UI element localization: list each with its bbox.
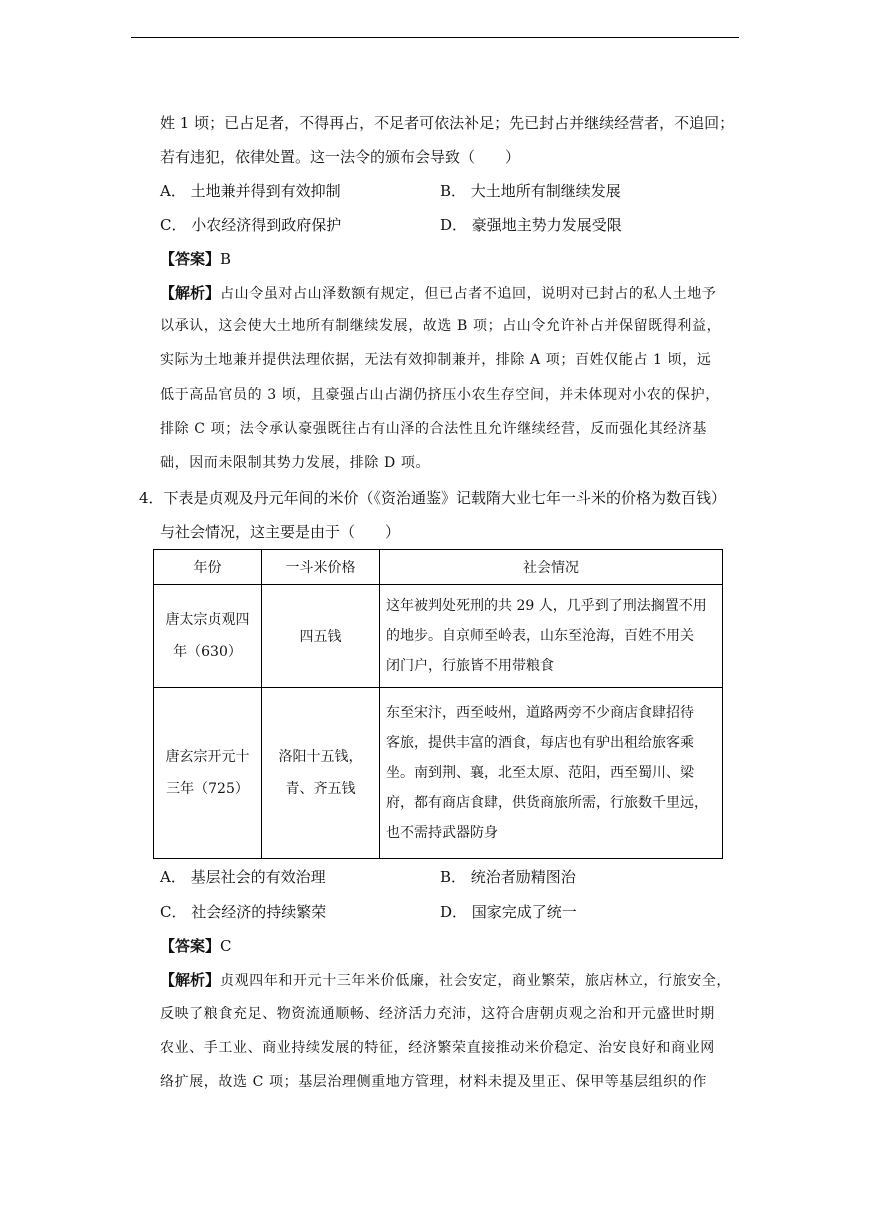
table-cell-situation: 这年被判处死刑的共 29 人，几乎到了刑法搁置不用 的地步。自京师至岭表，山东至沧海，百姓不用关 闭门户，行旅皆不用带粮食 [380, 585, 723, 688]
q4-analysis-label: 【解析】 [160, 971, 221, 989]
q3-analysis-line-5: 排除 C 项；法令承认豪强既往占有山泽的合法性且允许继续经营，反而强化其经济基 [160, 421, 708, 437]
table-header-price: 一斗米价格 [262, 550, 380, 585]
q4-analysis-line-1: 【解析】贞观四年和开元十三年米价低廉，社会安定，商业繁荣，旅店林立，行旅安全， [160, 971, 732, 989]
table-header-row [154, 550, 723, 585]
table-header-year: 年份 [154, 550, 262, 585]
q3-option-d: D． 豪强地主势力发展受限 [440, 216, 622, 234]
q3-analysis-label: 【解析】 [160, 284, 221, 302]
q3-analysis-line-2: 以承认，这会使大土地所有制继续发展，故选 B 项；占山令允许补占并保留既得利益， [160, 318, 722, 334]
q3-stem-line1: 姓 1 顷；已占足者，不得再占，不足者可依法补足；先已封占并继续经营者，不追回； [160, 114, 735, 132]
q4-option-c: C． 社会经济的持续繁荣 [160, 903, 327, 921]
q4-answer [160, 936, 232, 956]
q4-option-a: A． 基层社会的有效治理 [160, 868, 326, 886]
q4-answer-label: 【答案】 [160, 937, 221, 955]
q3-option-c: C． 小农经济得到政府保护 [160, 216, 342, 234]
q4-option-d: D． 国家完成了统一 [440, 903, 577, 921]
table-cell-year: 唐玄宗开元十三年（725） [154, 688, 262, 859]
q4-analysis-line-4: 络扩展，故选 C 项；基层治理侧重地方管理，材料未提及里正、保甲等基层组织的作 [160, 1074, 708, 1090]
q3-analysis-line-1: 【解析】占山令虽对占山泽数额有规定，但已占者不追回，说明对已封占的私人土地予 [160, 284, 717, 302]
q3-stem-line2: 若有违犯，依律处置。这一法令的颁布会导致（ ） [160, 148, 521, 166]
table-cell-situation: 东至宋汴，西至岐州，道路两旁不少商店食肆招待 客旅，提供丰富的酒食，每店也有驴出租给旅客乘 坐。南到荆、襄，北至太原、范阳，西至蜀川、梁 府，都有商店食肆，供货商旅所需，行旅数千里远， 也不需持武器防身 [380, 688, 723, 859]
q3-option-a: A． 土地兼并得到有效抑制 [160, 182, 341, 200]
q3-analysis-line-3: 实际为土地兼并提供法理依据，无法有效抑制兼并，排除 A 项；百姓仅能占 1 顷，远 [160, 352, 712, 368]
table-cell-price: 洛阳十五钱，青、齐五钱 [262, 688, 380, 859]
q4-analysis-line-3: 农业、手工业、商业持续发展的特征，经济繁荣直接推动米价稳定、治安良好和商业网 [160, 1040, 715, 1056]
q3-answer [160, 249, 231, 269]
q3-analysis-line-6: 础，因而未限制其势力发展，排除 D 项。 [160, 455, 431, 471]
header-rule [131, 37, 739, 38]
q4-option-b: B． 统治者励精图治 [440, 868, 576, 886]
table-row [154, 688, 723, 859]
rice-price-table [153, 549, 723, 859]
q3-answer-label: 【答案】 [160, 250, 221, 268]
table-row [154, 585, 723, 688]
table-cell-year: 唐太宗贞观四年（630） [154, 585, 262, 688]
table-header-situation: 社会情况 [380, 550, 723, 585]
q4-stem-line1: 4．下表是贞观及丹元年间的米价（《资治通鉴》记载隋大业七年一斗米的价格为数百钱） [139, 489, 727, 507]
q3-answer-value: B [220, 250, 232, 268]
q3-option-b: B． 大土地所有制继续发展 [440, 182, 621, 200]
q4-stem-line2: 与社会情况，这主要是由于（ ） [160, 523, 401, 541]
q4-number: 4． [139, 489, 164, 507]
q3-analysis-line-4: 低于高品官员的 3 顷，且豪强占山占湖仍挤压小农生存空间，并未体现对小农的保护， [160, 387, 720, 403]
q4-analysis-line-2: 反映了粮食充足、物资流通顺畅、经济活力充沛，这符合唐朝贞观之治和开元盛世时期 [160, 1006, 715, 1022]
table-cell-price: 四五钱 [262, 585, 380, 688]
q4-answer-value: C [220, 937, 232, 955]
